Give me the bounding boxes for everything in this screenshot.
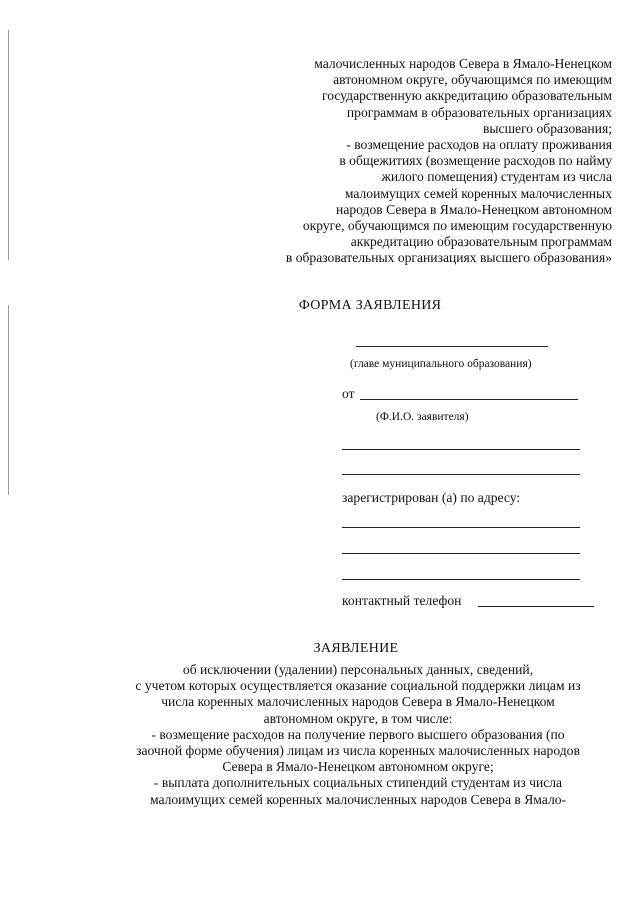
from-label: от — [342, 386, 355, 401]
preamble-line: малоимущих семей коренных малочисленных — [344, 185, 612, 201]
form-title: ФОРМА ЗАЯВЛЕНИЯ — [298, 298, 442, 313]
address-field-line — [342, 579, 580, 580]
preamble-line: аккредитацию образовательным программам — [350, 234, 612, 250]
preamble-line: высшего образования; — [482, 120, 612, 136]
address-field-line — [342, 527, 580, 528]
preamble-line: жилого помещения) студентам из числа — [381, 169, 612, 185]
preamble-line: в образовательных организациях высшего образования» — [285, 250, 612, 266]
body-line: с учетом которых осуществляется оказание социальной поддержки лицам из — [135, 678, 581, 694]
preamble-line: автономном округе, обучающимся по имеющим — [333, 72, 612, 88]
blank-field-line — [342, 474, 580, 475]
statement-title: ЗАЯВЛЕНИЕ — [313, 641, 399, 656]
body-line: об исключении (удалении) персональных данных, сведений, — [182, 662, 534, 677]
head-caption: (главе муниципального образования) — [350, 358, 532, 370]
body-line: заочной форме обучения) лицам из числа коренных малочисленных народов — [136, 743, 580, 759]
registered-address-label: зарегистрирован (а) по адресу: — [342, 490, 521, 505]
preamble-line: программам в образовательных организациях — [346, 104, 612, 120]
preamble-line: народов Севера в Ямало-Ненецком автономном — [336, 201, 612, 217]
address-field-line — [342, 553, 580, 554]
applicant-name-field-line — [360, 399, 578, 400]
body-line: Севера в Ямало-Ненецком автономном округе; — [222, 759, 494, 775]
body-line: малоимущих семей коренных малочисленных народов Севера в Ямало- — [149, 791, 567, 807]
preamble-line: в общежитиях (возмещение расходов по найму — [339, 153, 612, 169]
preamble-line: - возмещение расходов на оплату проживания — [346, 137, 612, 153]
statement-body — [102, 662, 614, 808]
body-line: - выплата дополнительных социальных стипендий студентам из числа — [153, 775, 563, 791]
preamble-line: малочисленных народов Севера в Ямало-Ненецком — [314, 56, 612, 71]
head-name-field-line — [356, 346, 548, 347]
body-line: числа коренных малочисленных народов Севера в Ямало-Ненецком — [161, 694, 555, 710]
preamble-line: округе, обучающимся по имеющим государственную — [302, 218, 612, 234]
preamble-text — [180, 56, 612, 267]
scan-margin-line-top — [8, 30, 9, 260]
phone-field-line — [478, 606, 594, 607]
fio-caption: (Ф.И.О. заявителя) — [376, 411, 469, 423]
preamble-line: государственную аккредитацию образовательным — [321, 88, 612, 104]
contact-phone-label: контактный телефон — [342, 593, 462, 608]
body-line: автономном округе, в том числе: — [263, 710, 453, 726]
blank-field-line — [342, 449, 580, 450]
scan-margin-line-middle — [8, 305, 9, 495]
body-line: - возмещение расходов на получение первого высшего образования (по — [151, 726, 565, 742]
